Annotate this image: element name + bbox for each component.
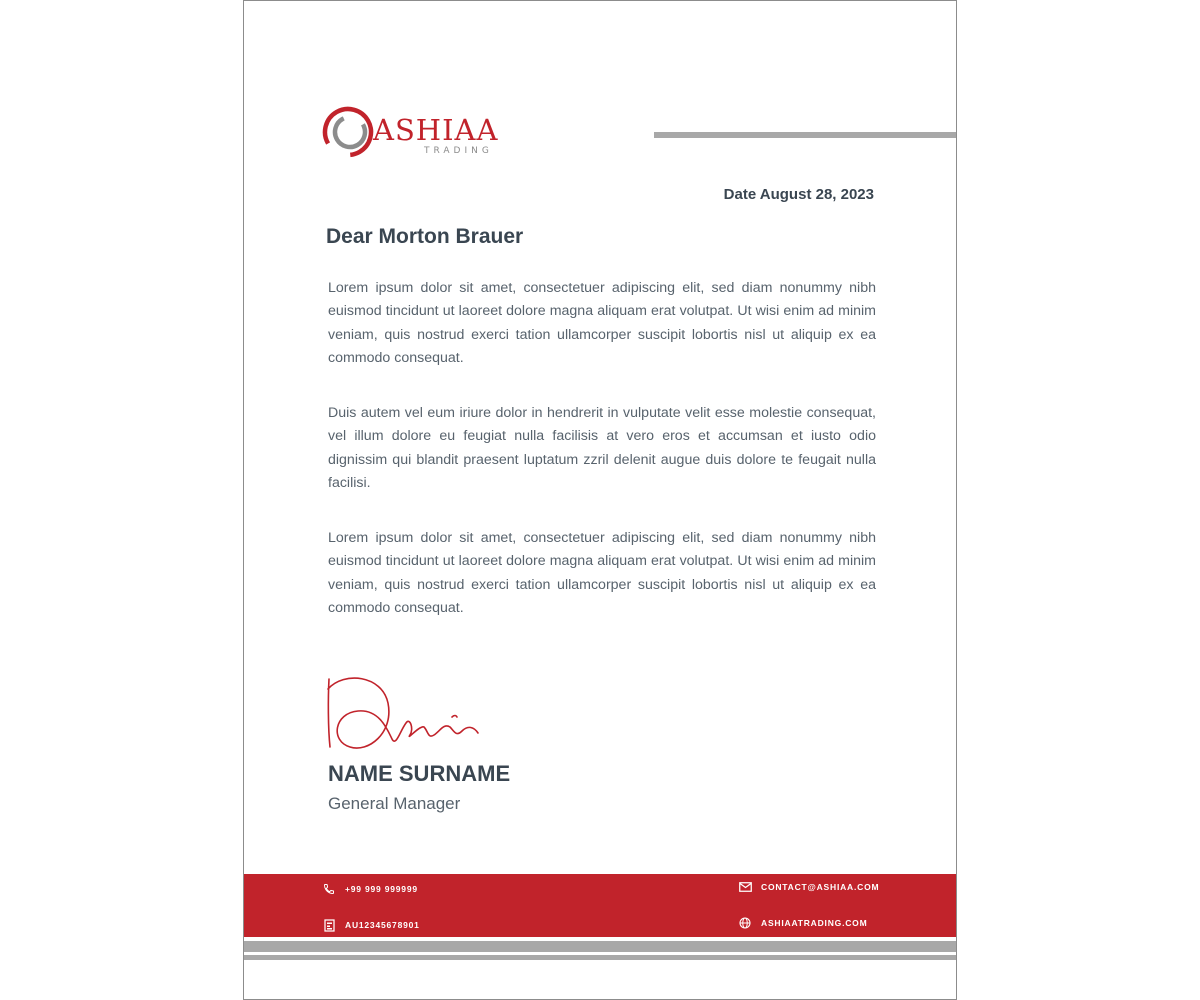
email-address: CONTACT@ASHIAA.COM bbox=[761, 882, 880, 892]
registration-icon bbox=[322, 918, 336, 932]
signer-name: NAME SURNAME bbox=[328, 761, 511, 786]
footer-registration bbox=[322, 917, 420, 933]
footer-stripe bbox=[244, 955, 956, 960]
mail-icon bbox=[738, 880, 752, 894]
body-paragraph: Duis autem vel eum iriure dolor in hendrerit in vulputate velit esse molestie consequat, vel illum dolore eu feugiat nulla facilisis at vero eros et accumsan et iusto odio dignissim qui blandit praesent luptatum zzril delenit augue duis dolore te feugait nulla facilisi. bbox=[328, 405, 876, 491]
registration-number: AU12345678901 bbox=[345, 920, 420, 930]
logo-wordmark: ASHIAA bbox=[373, 113, 499, 147]
phone-number: +99 999 999999 bbox=[345, 884, 418, 894]
logo-tagline: TRADING bbox=[424, 146, 493, 156]
phone-icon bbox=[322, 882, 336, 896]
footer-website[interactable] bbox=[738, 915, 867, 931]
footer-contact-bar bbox=[244, 874, 956, 937]
header-rule bbox=[654, 132, 957, 138]
footer-stripe bbox=[244, 941, 956, 952]
body-paragraph: Lorem ipsum dolor sit amet, consectetuer adipiscing elit, sed diam nonummy nibh euismod tincidunt ut laoreet dolore magna aliquam erat volutpat. Ut wisi enim ad minim veniam, quis nostrud exerci tation ullamcorper suscipit lobortis nisl ut aliquip ex ea commodo consequat. bbox=[328, 280, 876, 366]
footer-phone[interactable] bbox=[322, 881, 418, 897]
footer-email[interactable] bbox=[738, 879, 879, 895]
website-url: ASHIAATRADING.COM bbox=[761, 918, 868, 928]
letter-date: Date August 28, 2023 bbox=[723, 186, 874, 203]
handwritten-signature bbox=[324, 673, 484, 755]
globe-icon bbox=[738, 916, 752, 930]
signer-title: General Manager bbox=[328, 794, 461, 813]
letterhead-page bbox=[243, 0, 957, 1000]
company-logo bbox=[322, 105, 512, 161]
body-paragraph: Lorem ipsum dolor sit amet, consectetuer adipiscing elit, sed diam nonummy nibh euismod tincidunt ut laoreet dolore magna aliquam erat volutpat. Ut wisi enim ad minim veniam, quis nostrud exerci tation ullamcorper suscipit lobortis nisl ut aliquip ex ea commodo consequat. bbox=[328, 530, 876, 616]
salutation: Dear Morton Brauer bbox=[326, 225, 524, 248]
